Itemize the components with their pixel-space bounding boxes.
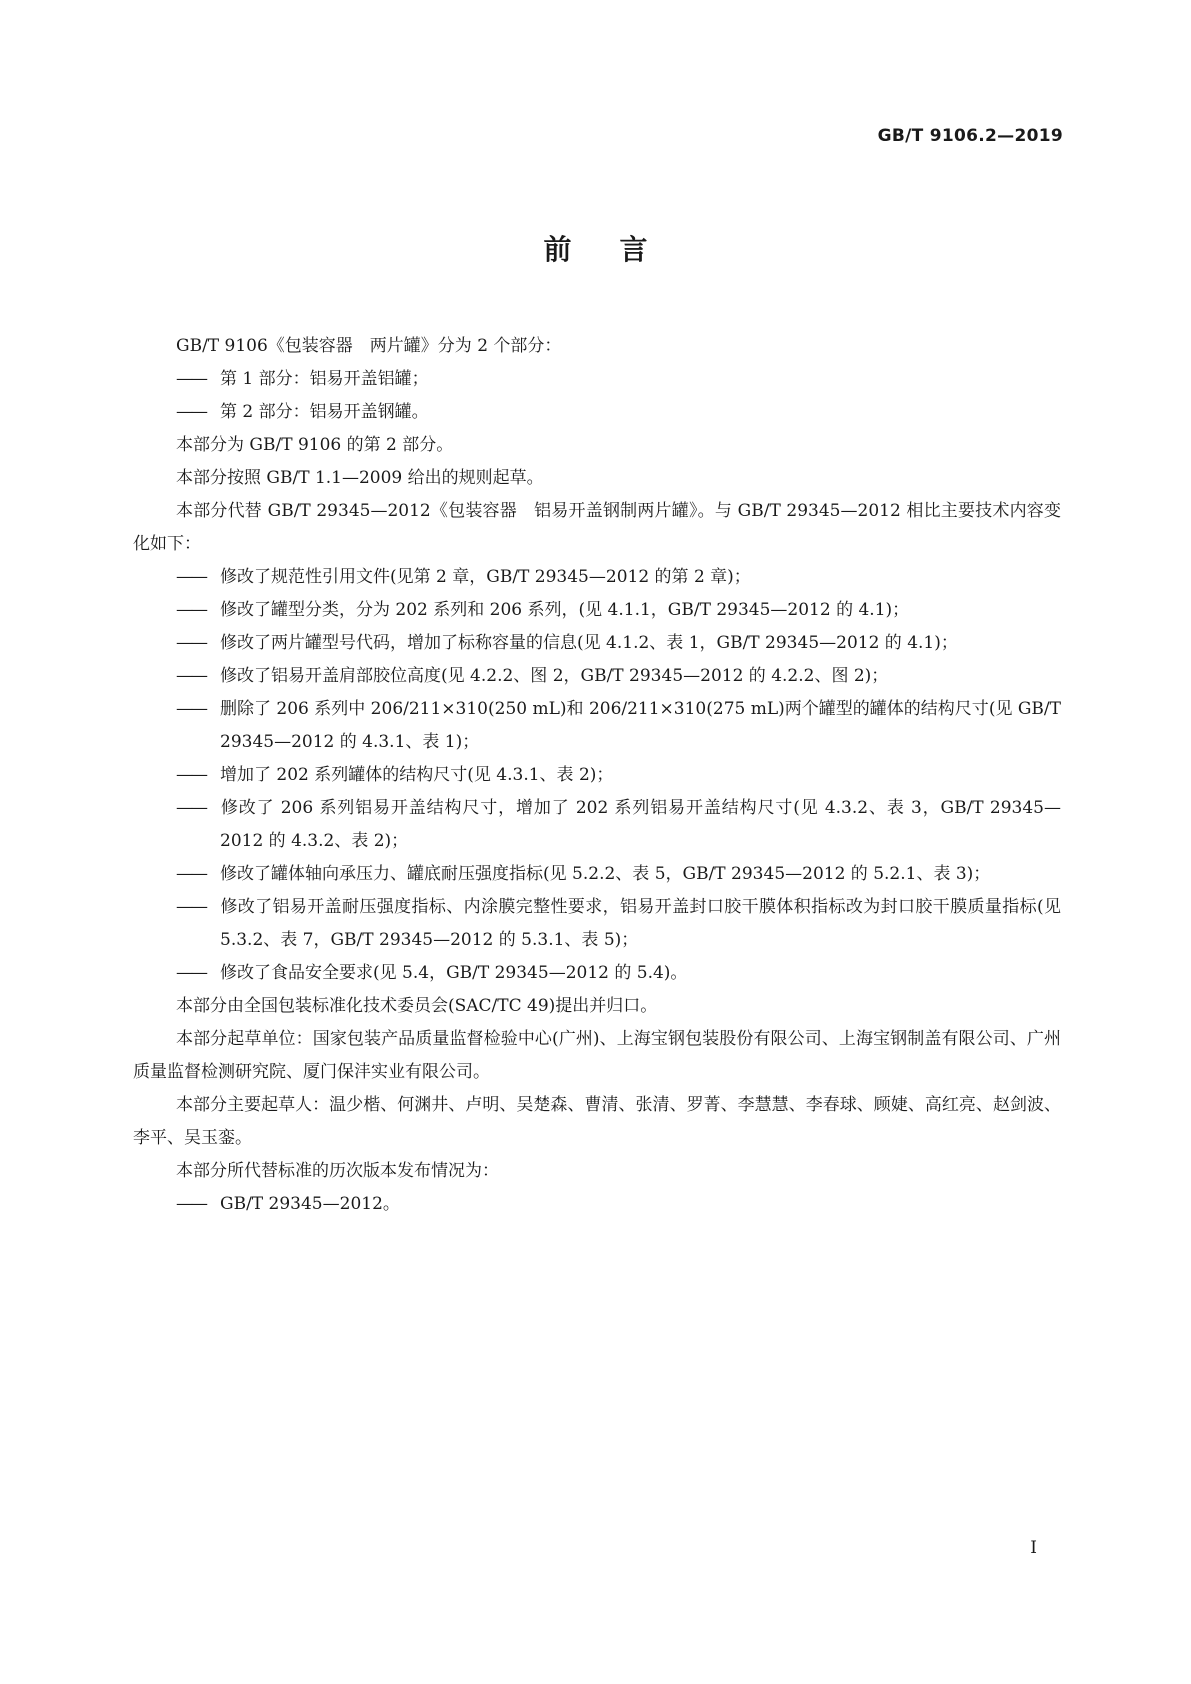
list-item: —— 修改了 206 系列铝易开盖结构尺寸，增加了 202 系列铝易开盖结构尺寸(见 4.3.2、表 3，GB/T 29345—2012 的 4.3.2、表 2)； [176, 792, 1061, 858]
list-item: —— GB/T 29345—2012。 [176, 1188, 1061, 1221]
list-item: —— 修改了罐体轴向承压力、罐底耐压强度指标(见 5.2.2、表 5，GB/T 29345—2012 的 5.2.1、表 3)； [176, 858, 1061, 891]
list-item: —— 修改了食品安全要求(见 5.4，GB/T 29345—2012 的 5.4)。 [176, 957, 1061, 990]
list-item: —— 增加了 202 系列罐体的结构尺寸(见 4.3.1、表 2)； [176, 759, 1061, 792]
dash-marker: —— [176, 600, 206, 620]
list-item: —— 修改了罐型分类，分为 202 系列和 206 系列，(见 4.1.1，GB/T 29345—2012 的 4.1)； [176, 594, 1061, 627]
paragraph: 本部分由全国包装标准化技术委员会(SAC/TC 49)提出并归口。 [176, 996, 658, 1016]
dash-marker: —— [176, 369, 206, 389]
dash-marker: —— [176, 963, 206, 983]
dash-marker: —— [176, 1194, 206, 1214]
dash-marker: —— [176, 699, 206, 719]
paragraph: 本部分所代替标准的历次版本发布情况为： [176, 1161, 499, 1181]
paragraph: GB/T 9106《包装容器 两片罐》分为 2 个部分： [176, 336, 562, 356]
paragraph: 本部分代替 GB/T 29345—2012《包装容器 铝易开盖钢制两片罐》。与 GB/T 29345—2012 相比主要技术内容变化如下： [133, 501, 1061, 554]
list-item: —— 修改了铝易开盖耐压强度指标、内涂膜完整性要求，铝易开盖封口胶干膜体积指标改为封口胶干膜质量指标(见 5.3.2、表 7，GB/T 29345—2012 的 5.3.1、表 5)； [176, 891, 1061, 957]
dash-marker: —— [176, 897, 206, 917]
list-item: —— 修改了两片罐型号代码，增加了标称容量的信息(见 4.1.2、表 1，GB/T 29345—2012 的 4.1)； [176, 627, 1061, 660]
standard-code: GB/T 9106.2—2019 [877, 126, 1063, 146]
page-number: I [1030, 1538, 1037, 1558]
list-item: —— 删除了 206 系列中 206/211×310(250 mL)和 206/211×310(275 mL)两个罐型的罐体的结构尺寸(见 GB/T 29345—2012 的 4.3.1、表 1)； [176, 693, 1061, 759]
paragraph: 本部分按照 GB/T 1.1—2009 给出的规则起草。 [176, 468, 544, 488]
dash-marker: —— [176, 567, 206, 587]
dash-marker: —— [176, 765, 206, 785]
list-item: —— 修改了规范性引用文件(见第 2 章，GB/T 29345—2012 的第 2 章)； [176, 561, 1061, 594]
dash-marker: —— [176, 633, 206, 653]
paragraph: 本部分主要起草人：温少楷、何渊井、卢明、吴楚森、曹清、张清、罗菁、李慧慧、李春球、顾婕、高红亮、赵剑波、李平、吴玉銮。 [133, 1095, 1061, 1148]
list-item: —— 修改了铝易开盖肩部胶位高度(见 4.2.2、图 2，GB/T 29345—2012 的 4.2.2、图 2)； [176, 660, 1061, 693]
dash-marker: —— [176, 666, 206, 686]
dash-marker: —— [176, 798, 206, 818]
dash-marker: —— [176, 864, 206, 884]
paragraph: 本部分起草单位：国家包装产品质量监督检验中心(广州)、上海宝钢包装股份有限公司、上海宝钢制盖有限公司、广州质量监督检测研究院、厦门保沣实业有限公司。 [133, 1029, 1061, 1082]
list-item: —— 第 2 部分：铝易开盖钢罐。 [176, 396, 1061, 429]
paragraph: 本部分为 GB/T 9106 的第 2 部分。 [176, 435, 454, 455]
list-item: —— 第 1 部分：铝易开盖铝罐； [176, 363, 1061, 396]
page-title: 前言 [543, 233, 696, 266]
dash-marker: —— [176, 402, 206, 422]
foreword-body [133, 330, 1061, 1221]
